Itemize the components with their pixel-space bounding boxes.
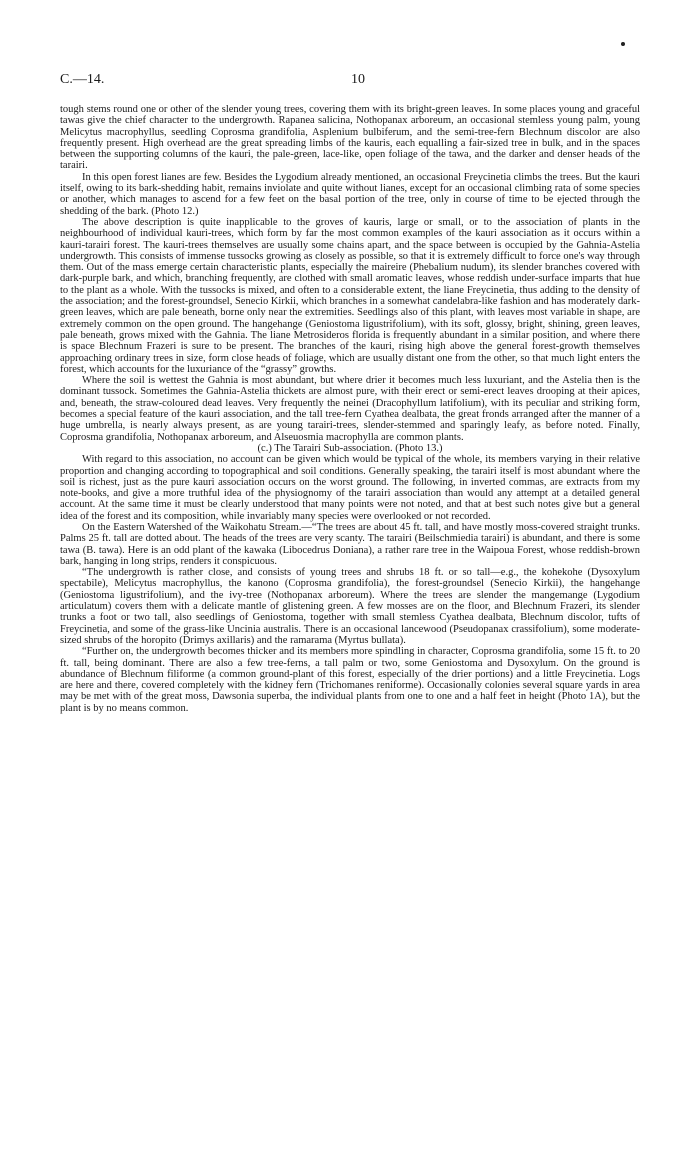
paragraph-6: On the Eastern Watershed of the Waikohatu Stream.—“The trees are about 45 ft. tall, and have mostly moss-covered straight trunks. Palms 25 ft. tall are dotted about. The heads of the trees are very scanty. The tarairi (Beilschmiedia tarairi) is abundant, and there is some tawa (B. tawa). Here is an odd plant of the kawaka (Libocedrus Doniana), a rather rare tree in the Waipoua Forest, whose reddish-brown bark, hanging in long strips, renders it conspicuous. xyxy=(60,521,640,567)
paragraph-3: The above description is quite inapplicable to the groves of kauris, large or small, or to the association of plants in the neighbourhood of individual kauri-trees, which form by far the most common examples of the kauri association as it occurs within a kauri-tarairi forest. The kauri-trees themselves are usually some chains apart, and the space between is occupied by the Gahnia-Astelia undergrowth. This consists of immense tussocks growing as closely as possible, so that it is extremely difficult to force one's way through them. Out of the mass emerge certain characteristic plants, especially the maireire (Phebalium nudum), its slender branches covered with dark-purple bark, and which, branching frequently, are clothed with small aromatic leaves, whose reddish under-surface imparts that hue to the plant as a whole. With the tussocks is mixed, and often to a considerable extent, the liane Freycinetia, thus adding to the density of the association; and the forest-groundsel, Senecio Kirkii, which branches in a somewhat candelabra-like fashion and has moderately dark-green leaves, which are pale beneath, borne only near the extremities. Seedlings also of this plant, with leaves most variable in shape, are extremely common on the open ground. The hangehange (Geniostoma ligustrifolium), with its soft, glossy, bright, shining, green leaves, pale beneath, grows mixed with the Gahnia. The liane Metrosideros florida is frequently abundant in a similar position, and where there is space Blechnum Frazeri is sure to be present. The branches of the kauri, rising high above the general forest-growth themselves approaching ordinary trees in size, form close heads of foliage, which are usually distant one from the other, so that much light enters the forest, which accounts for the luxuriance of the “grassy” growths. xyxy=(60,216,640,375)
paragraph-2: In this open forest lianes are few. Besides the Lygodium already mentioned, an occasional Freycinetia climbs the trees. But the kauri itself, owing to its bark-shedding habit, remains inviolate and quite without lianes, except for an occasional climbing rata of some species or another, which manages to ascend for a few feet on the basal portion of the tree, only in course of time to be ejected through the shedding of the bark. (Photo 12.) xyxy=(60,171,640,217)
paragraph-5: With regard to this association, no account can be given which would be typical of the whole, its members varying in their relative proportion and changing according to topographical and soil conditions. Generally speaking, the tarairi itself is most abundant where the soil is richest, just as the pure kauri association occurs on the worst ground. The following, in inverted commas, are extracts from my note-books, and give a more truthful idea of the physiognomy of the tarairi association than would any attempt at a detailed general account. At the same time it must be clearly understood that many points were not noted, and that at best such notes give but a general idea of the forest and its composition, while invariably many species were overlooked or not recorded. xyxy=(60,454,640,522)
paragraph-7: “The undergrowth is rather close, and consists of young trees and shrubs 18 ft. or so tall—e.g., the kohekohe (Dysoxylum spectabile), Melicytus macrophyllus, the kanono (Coprosma grandifolia), the forest-groundsel (Senecio Kirkii), the hangehange (Geniostoma ligustrifolium), and the ivy-tree (Nothopanax arboreum). Where the trees are slender the mangemange (Lygodium articulatum) covers them with a delicate mantle of glistening green. A few mosses are on the floor, and Blechnum Frazeri, its slender trunks a foot or two tall, also seedlings of Geniostoma, together with small stemless Cyathea dealbata, Blechnum discolor, tufts of Freycinetia, and some of the grass-like Uncinia australis. There is an occasional lancewood (Pseudopanax crassifolium), some moderate-sized shrubs of the horopito (Drimys axillaris) and the ramarama (Myrtus bullata). xyxy=(60,567,640,646)
section-heading: (c.) The Tarairi Sub-association. (Photo 13.) xyxy=(257,442,443,454)
page-body xyxy=(60,104,640,714)
page-mark-dot xyxy=(621,42,625,46)
paragraph-1: tough stems round one or other of the slender young trees, covering them with its bright-green leaves. In some places young and graceful tawas give the chief character to the undergrowth. Rapanea salicina, Nothopanax arboreum, an occasional stemless young palm, young Melicytus macrophyllus, seedling Coprosma grandifolia, Asplenium bulbiferum, and the semi-tree-fern Blechnum discolor are also frequently present. High overhead are the great spreading limbs of the kauris, each equalling a fair-sized tree in bulk, and in the spaces between the supporting columns of the kauri, the pale-green, lace-like, open foliage of the tawa, and the darker and denser heads of the tarairi. xyxy=(60,104,640,172)
paragraph-4: Where the soil is wettest the Gahnia is most abundant, but where drier it becomes much less luxuriant, and the Astelia then is the dominant tussock. Sometimes the Gahnia-Astelia thickets are almost pure, with their erect or semi-erect leaves drooping at their apices, and, beneath, the straw-coloured dead leaves. Very frequently the neinei (Dracophyllum latifolium), with its peculiar and striking form, becomes a special feature of the kauri association, and the tall tree-fern Cyathea dealbata, the great fronds arranged after the manner of a huge umbrella, is nearly always present, as are young tarairi-trees, slender-stemmed and sparingly leafy, as before noted. Finally, Coprosma grandifolia, Nothopanax arboreum, and Alseuosmia macrophylla are common plants. xyxy=(60,375,640,443)
document-reference: C.—14. xyxy=(60,72,105,87)
paragraph-8: “Further on, the undergrowth becomes thicker and its members more spindling in character, Coprosma grandifolia, some 15 ft. to 20 ft. tall, being dominant. There are also a few tree-ferns, a tall palm or two, some Geniostoma and Dysoxylum. On the ground is abundance of Blechnum filiforme (a common ground-plant of this forest, especially of the drier portions) and a little Freycinetia. Logs are here and there, covered completely with the kidney fern (Trichomanes reniforme). Occasionally colonies several square yards in area may be met with of the great moss, Dawsonia superba, the individual plants from one to one and a half feet in height (Photo 1A), but the plant is by no means common. xyxy=(60,646,640,714)
page-header xyxy=(60,72,640,88)
page-number: 10 xyxy=(351,72,365,87)
